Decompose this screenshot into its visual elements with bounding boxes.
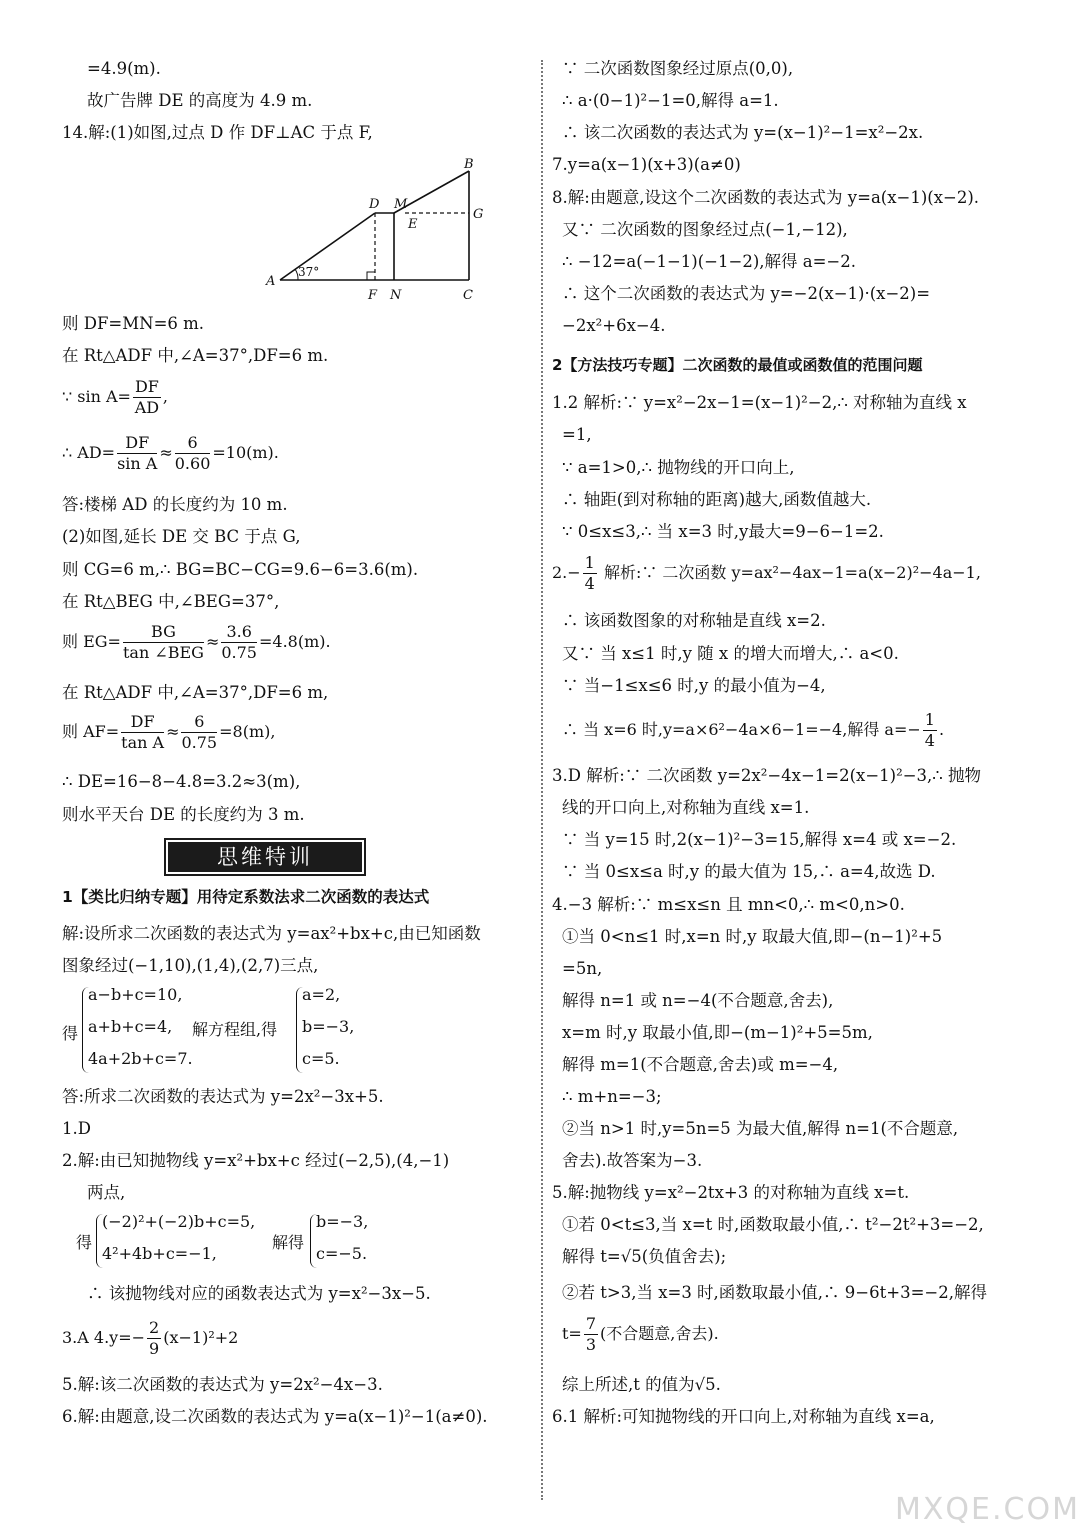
text-line: =4.9(m).: [87, 59, 161, 78]
text-line: 又∵ 二次函数的图象经过点(−1,−12),: [562, 220, 848, 239]
formula-sin: ∵ sin A= $\frac{DF}{AD}$ ,: [62, 377, 168, 417]
text-line: 线的开口向上,对称轴为直线 x=1.: [562, 798, 810, 817]
system-middle: 解方程组,得: [192, 1020, 278, 1039]
formula-eg: 则 EG= BG tan ∠BEG ≈ $\frac{3.6}{0.75}$ =4.8(m).: [62, 622, 331, 662]
text-line: ∴ m+n=−3;: [562, 1087, 662, 1106]
text-line: ∵ 二次函数图象经过原点(0,0),: [562, 59, 794, 78]
fig-label-f: F: [368, 288, 378, 303]
fig-label-d: D: [369, 197, 380, 212]
answer-7: 7.y=a(x−1)(x+3)(a≠0): [552, 155, 741, 174]
text-line: ∴ a·(0−1)²−1=0,解得 a=1.: [562, 91, 779, 110]
text-line: 6.1 解析:可知抛物线的开口向上,对称轴为直线 x=a,: [552, 1407, 935, 1426]
text-line: 5.解:抛物线 y=x²−2tx+3 的对称轴为直线 x=t.: [552, 1183, 910, 1202]
fig-label-n: N: [390, 288, 402, 303]
text-line: 综上所述,t 的值为√5.: [562, 1375, 721, 1394]
text-line: ①当 0<n≤1 时,x=n 时,y 取最大值,即−(n−1)²+5: [562, 927, 943, 946]
text-line: 8.解:由题意,设这个二次函数的表达式为 y=a(x−1)(x−2).: [552, 188, 980, 207]
text-line: ∵ 当 y=15 时,2(x−1)²−3=15,解得 x=4 或 x=−2.: [562, 830, 957, 849]
text-line: 解:设所求二次函数的表达式为 y=ax²+bx+c,由已知函数: [62, 924, 481, 943]
text-line: 图象经过(−1,10),(1,4),(2,7)三点,: [62, 956, 319, 975]
text-line: ∵ 当−1≤x≤6 时,y 的最小值为−4,: [562, 676, 826, 695]
fig-label-a: A: [266, 274, 276, 289]
fig-label-b: B: [464, 157, 474, 172]
text-line: 在 Rt△ADF 中,∠A=37°,DF=6 m.: [62, 346, 329, 365]
equation: (−2)²+(−2)b+c=5,: [102, 1212, 256, 1231]
text-line: ∴ 这个二次函数的表达式为 y=−2(x−1)·(x−2)=: [562, 284, 931, 303]
geometry-figure: [264, 157, 494, 307]
solution: c=5.: [302, 1049, 340, 1068]
text-line: 5.解:该二次函数的表达式为 y=2x²−4x−3.: [62, 1375, 383, 1394]
equation-system-1: [62, 985, 532, 1077]
system-lead: 得: [76, 1233, 93, 1252]
text-line: ①若 0<t≤3,当 x=t 时,函数取最小值,∴ t²−2t²+3=−2,: [562, 1215, 984, 1234]
section-heading-1: 1【类比归纳专题】用待定系数法求二次函数的表达式: [62, 888, 430, 906]
text-line: 又∵ 当 x≤1 时,y 随 x 的增大而增大,∴ a<0.: [562, 644, 899, 663]
text-line: 解得 n=1 或 n=−4(不合题意,舍去),: [562, 991, 834, 1010]
text-line: 则 CG=6 m,∴ BG=BC−CG=9.6−6=3.6(m).: [62, 560, 419, 579]
answer-2-line: 2.− $\frac{1}{4}$ 解析:∵ 二次函数 y=ax²−4ax−1=a(x−2)²−4a−1,: [552, 553, 981, 593]
text-line: =1,: [562, 425, 592, 444]
text-line: x=m 时,y 取最小值,即−(m−1)²+5=5m,: [562, 1023, 873, 1042]
fig-line-ad: [280, 213, 375, 280]
system-middle: 解得: [272, 1233, 305, 1252]
fig-label-g: G: [473, 207, 484, 222]
formula-af: 则 AF= $\frac{DF}{\text{tan A}}$ ≈ $\frac{6}{0.75}$ =8(m),: [62, 712, 276, 752]
text-line: 则 DF=MN=6 m.: [62, 314, 205, 333]
solve-a-line: ∴ 当 x=6 时,y=a×6²−4a×6−1=−4,解得 a=− $\frac{1}{4}$ .: [562, 710, 945, 750]
text-line: (2)如图,延长 DE 交 BC 于点 G,: [62, 527, 301, 546]
solution: c=−5.: [316, 1244, 368, 1263]
fig-angle-label: 37°: [298, 265, 320, 279]
equation-system-2: [76, 1212, 526, 1272]
text-line: 在 Rt△BEG 中,∠BEG=37°,: [62, 592, 280, 611]
fig-label-e: E: [408, 217, 418, 232]
text-line: ②若 t>3,当 x=3 时,函数取最小值,∴ 9−6t+3=−2,解得: [562, 1283, 987, 1302]
equation: 4a+2b+c=7.: [88, 1049, 193, 1068]
equation: a−b+c=10,: [88, 985, 183, 1004]
solution: a=2,: [302, 985, 341, 1004]
fig-label-m: M: [394, 197, 408, 212]
equation: a+b+c=4,: [88, 1017, 173, 1036]
column-divider: [541, 60, 543, 1500]
text-line: −2x²+6x−4.: [562, 316, 666, 335]
text-line: 解得 t=√5(负值舍去);: [562, 1247, 727, 1266]
text-line: ∵ a=1>0,∴ 抛物线的开口向上,: [562, 458, 795, 477]
text-line: 答:所求二次函数的表达式为 y=2x²−3x+5.: [62, 1087, 384, 1106]
text-line: ∵ 0≤x≤3,∴ 当 x=3 时,y最大=9−6−1=2.: [562, 522, 884, 541]
text-line: ∴ 该抛物线对应的函数表达式为 y=x²−3x−5.: [87, 1284, 431, 1303]
solution: b=−3,: [302, 1017, 355, 1036]
text-line: 在 Rt△ADF 中,∠A=37°,DF=6 m,: [62, 683, 329, 702]
text-line: ∴ 轴距(到对称轴的距离)越大,函数值越大.: [562, 490, 872, 509]
text-line: 3.D 解析:∵ 二次函数 y=2x²−4x−1=2(x−1)²−3,∴ 抛物: [552, 766, 982, 785]
solution: b=−3,: [316, 1212, 369, 1231]
text-line: 1.2 解析:∵ y=x²−2x−1=(x−1)²−2,∴ 对称轴为直线 x: [552, 393, 967, 412]
section-heading-2: 2【方法技巧专题】二次函数的最值或函数值的范围问题: [552, 356, 923, 374]
text-line: =5n,: [562, 959, 603, 978]
watermark: MXQE.COM: [895, 1492, 1080, 1527]
answers-3-4: 3.A 4.y=− $\frac{2}{9}$ (x−1)²+2: [62, 1318, 239, 1358]
text-line: 4.−3 解析:∵ m≤x≤n 且 mn<0,∴ m<0,n>0.: [552, 895, 905, 914]
text-line: ∴ 该二次函数的表达式为 y=(x−1)²−1=x²−2x.: [562, 123, 924, 142]
text-line: 故广告牌 DE 的高度为 4.9 m.: [87, 91, 313, 110]
text-line: ②当 n>1 时,y=5n=5 为最大值,解得 n=1(不合题意,: [562, 1119, 959, 1138]
fig-right-angle: [367, 272, 375, 280]
text-line: 则水平天台 DE 的长度约为 3 m.: [62, 805, 305, 824]
text-line: ∵ 当 0≤x≤a 时,y 的最大值为 15,∴ a=4,故选 D.: [562, 862, 936, 881]
formula-ad: ∴ AD= $\frac{DF}{\text{sin A}}$ ≈ $\frac{6}{0.60}$ =10(m).: [62, 433, 279, 473]
section-banner: 思维特训: [164, 838, 366, 876]
text-line: 两点,: [87, 1183, 126, 1202]
text-line: 6.解:由题意,设二次函数的表达式为 y=a(x−1)²−1(a≠0).: [62, 1407, 488, 1426]
text-line: ∴ −12=a(−1−1)(−1−2),解得 a=−2.: [562, 252, 856, 271]
problem-14-heading: 14.解:(1)如图,过点 D 作 DF⊥AC 于点 F,: [62, 123, 373, 142]
text-line: 答:楼梯 AD 的长度约为 10 m.: [62, 495, 288, 514]
text-line: ∴ DE=16−8−4.8=3.2≈3(m),: [62, 772, 301, 791]
text-line: 2.解:由已知抛物线 y=x²+bx+c 经过(−2,5),(4,−1): [62, 1151, 450, 1170]
system-lead: 得: [62, 1024, 79, 1043]
text-line: ∴ 该函数图象的对称轴是直线 x=2.: [562, 611, 826, 630]
solve-t-line: t= $\frac{7}{3}$ (不合题意,舍去).: [562, 1314, 719, 1354]
text-line: 解得 m=1(不合题意,舍去)或 m=−4,: [562, 1055, 839, 1074]
fig-label-c: C: [463, 288, 473, 303]
text-line: 舍去).故答案为−3.: [562, 1151, 703, 1170]
equation: 4²+4b+c=−1,: [102, 1244, 217, 1263]
answer-1: 1.D: [62, 1119, 91, 1138]
